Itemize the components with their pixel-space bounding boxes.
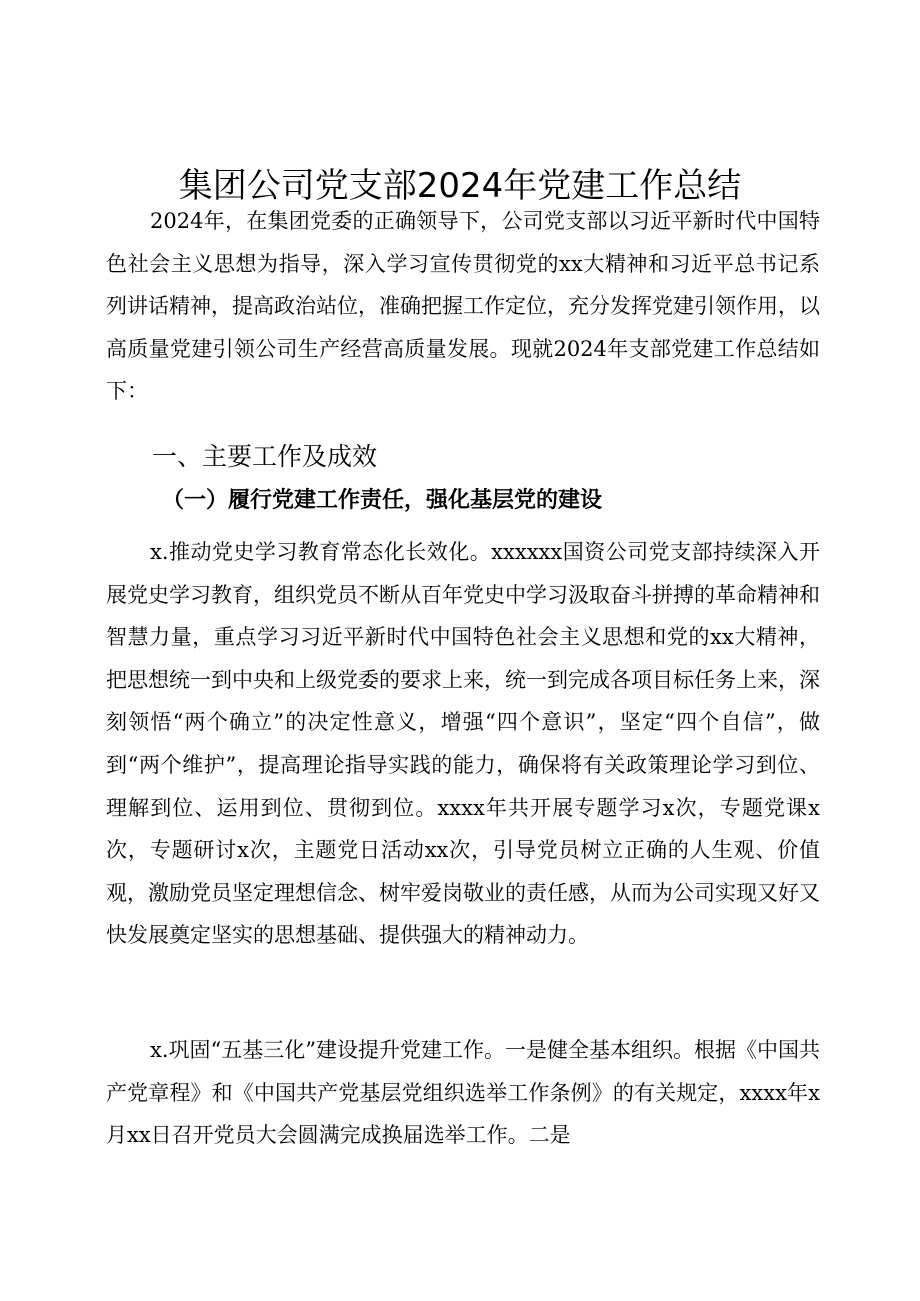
body-paragraph-2: x.巩固“五基三化”建设提升党建工作。一是健全基本组织。根据《中国共产党章程》和《中国共产党基层党组织选举工作条例》的有关规定，xxxx年x月xx日召开党员大会圆满完成换届选举工作。二是: [106, 1038, 820, 1148]
document-title: 集团公司党支部2024年党建工作总结: [178, 166, 742, 206]
body-paragraph-1: x.推动党史学习教育常态化长效化。xxxxxx国资公司党支部持续深入开展党史学习教育，组织党员不断从百年党史中学习汲取奋斗拼搏的革命精神和智慧力量，重点学习习近平新时代中国特色社会主义思想和党的xx大精神，把思想统一到中央和上级党委的要求上来，统一到完成各项目标任务上来，深刻领悟“两个确立”的决定性意义，增强“四个意识”，坚定“四个自信”，做到“两个维护”，提高理论指导实践的能力，确保将有关政策理论学习到位、理解到位、运用到位、贯彻到位。xxxx年共开展专题学习x次，专题党课x次，专题研讨x次，主题党日活动xx次，引导党员树立正确的人生观、价值观，激励党员坚定理想信念、树牢爱岗敬业的责任感，从而为公司实现又好又快发展奠定坚实的思想基础、提供强大的精神动力。: [106, 540, 820, 948]
intro-paragraph: 2024年，在集团党委的正确领导下，公司党支部以习近平新时代中国特色社会主义思想为指导，深入学习宣传贯彻党的xx大精神和习近平总书记系列讲话精神，提高政治站位，准确把握工作定位，充分发挥党建引领作用，以高质量党建引领公司生产经营高质量发展。现就2024年支部党建工作总结如下：: [106, 209, 820, 404]
subsection-heading: （一）履行党建工作责任，强化基层党的建设: [162, 487, 603, 513]
section-heading: 一、主要工作及成效: [152, 442, 378, 471]
